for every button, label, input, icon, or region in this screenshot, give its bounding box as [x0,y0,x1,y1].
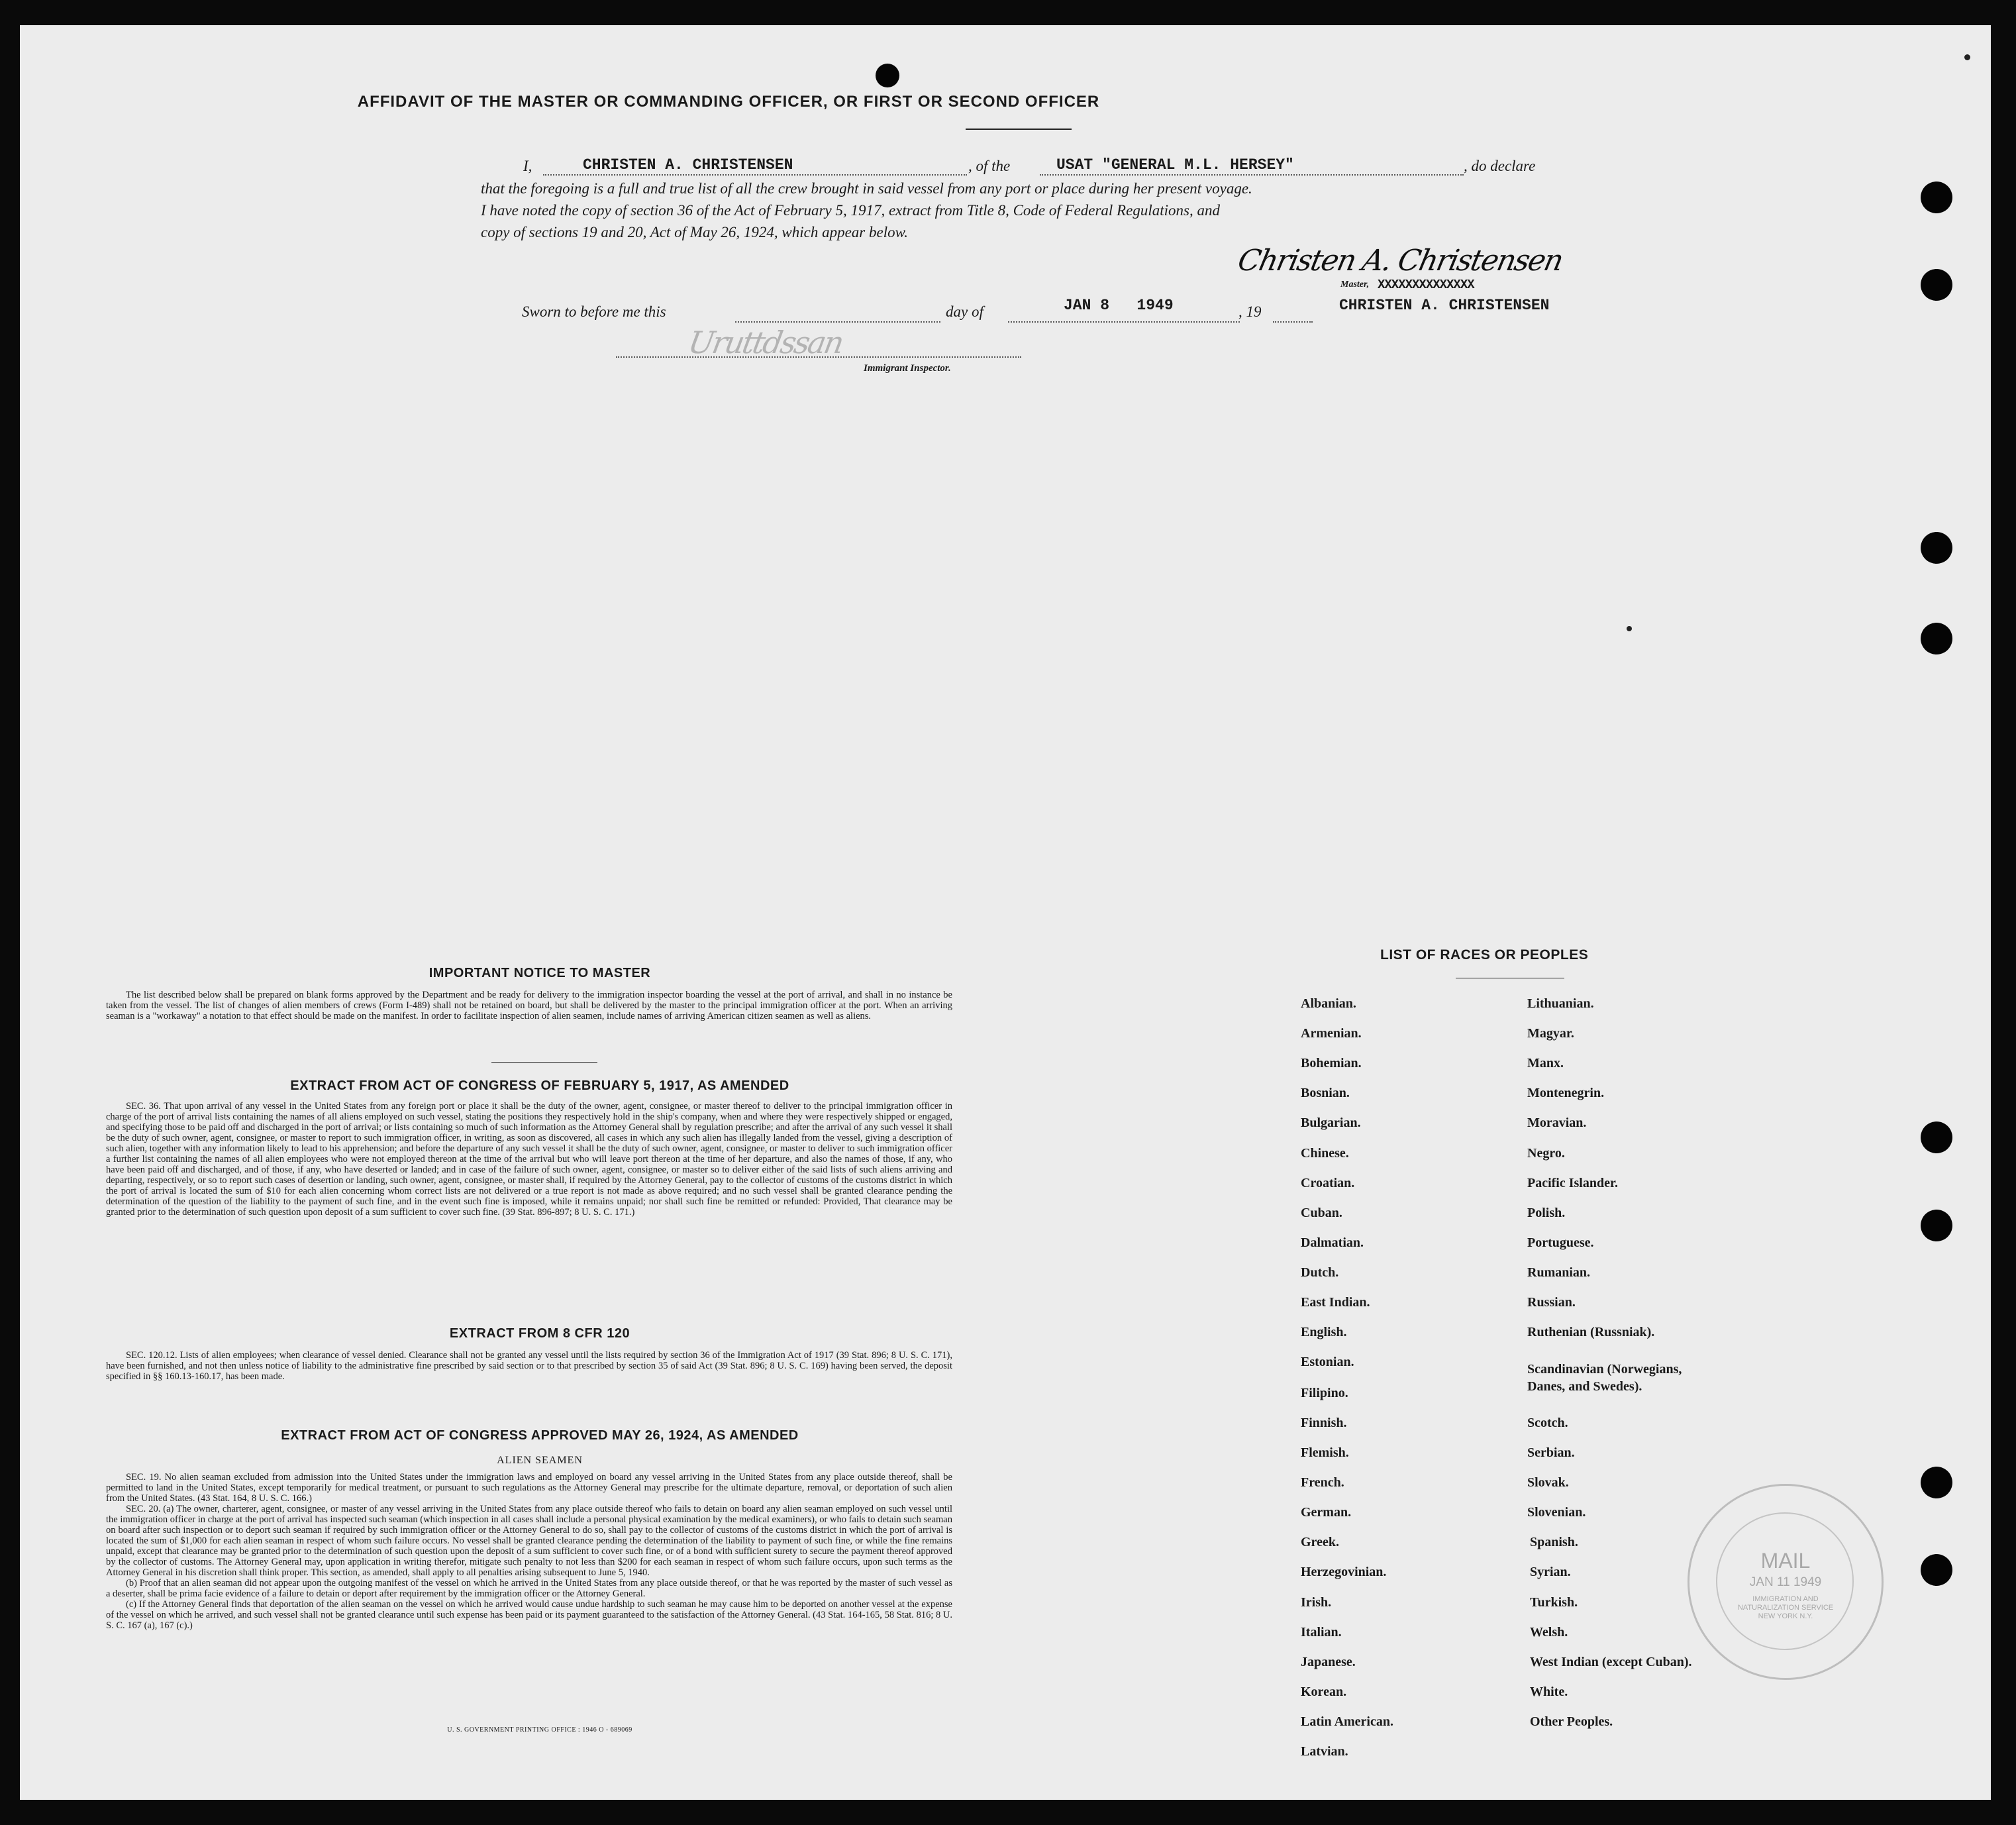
do-declare-label: , do declare [1464,158,1536,174]
sworn-date: JAN 8 1949 [1064,297,1174,314]
master-name: CHRISTEN A. CHRISTENSEN [583,156,793,174]
race-item: Turkish. [1530,1595,1578,1610]
master-signature: Christen A. Christensen [1235,244,1566,278]
punch-hole [876,64,899,87]
race-item: Slovak. [1527,1475,1569,1490]
speck [1627,626,1632,631]
section-20a-paragraph: SEC. 20. (a) The owner, charterer, agent, consignee, or master of any vessel arriving in the United States from any place outside thereof who fails to detain on board any alien seaman employed on such vessel until the immigration officer in charge at the port of arrival has inspected such seaman (which inspection in all cases shall include a personal physical examination by the medical examiners), or who fails to detain such seaman on board after such inspection or to deport such seaman if required by such immigration officer or the Attorney General to do so, shall pay to the collector of customs of the customs district in which the port of arrival is located the sum of $1,000 for each alien seaman in respect of whom such failure occurs. No vessel shall be granted clearance pending the determination of the liability to payment of such fine, or while the fine remains unpaid, except that clearance may be granted prior to the determination of such question upon the deposit of a sum sufficient to cover such fine, or of a bond with sufficient surety to secure the payment thereof approved by the collector of customs. The Attorney General may, upon application in writing therefor, mitigate such penalty to not less than $200 for each seaman in respect of whom such failure occurs, upon such terms as the Attorney General in his discretion shall think proper. This section, as amended, shall apply to all penalties arising subsequent to June 5, 1940. [106,1504,952,1578]
race-item: Serbian. [1527,1445,1575,1460]
race-item: Danes, and Swedes). [1527,1379,1642,1394]
race-item: Manx. [1527,1056,1564,1070]
alien-seamen-subheading: ALIEN SEAMEN [497,1455,583,1466]
race-item: Albanian. [1301,996,1356,1011]
section-120-paragraph: SEC. 120.12. Lists of alien employees; when clearance of vessel denied. Clearance shall not be granted any vessel until the lists required by section 36 of the Immigration Act of 1917 (39 Stat. 896; 8 U. S. C. 171), have been furnished, and not then unless notice of liability to the administrative fine prescribed by said section or to that prescribed by section 35 of said Act (39 Stat. 896; 8 U. S. C. 169) having been served, the deposit specified in §§ 160.13-160.17, has been made. [106,1350,952,1382]
struck-title: XXXXXXXXXXXXXX [1378,278,1474,292]
race-item: Flemish. [1301,1445,1349,1460]
race-item: Estonian. [1301,1355,1354,1369]
title-rule [966,129,1072,130]
race-item: Magyar. [1527,1026,1574,1041]
section-20c-paragraph: (c) If the Attorney General finds that deportation of the alien seaman on the vessel on which he arrived would cause undue hardship to such seaman he may cause him to be deported on another vessel at the expense of the vessel on which he arrived, and such vessel shall not be granted clearance until such expense has been paid or its payment guaranteed to the satisfaction of the Attorney General. (43 Stat. 164-165, 58 Stat. 816; 8 U. S. C. 167 (a), 167 (c).) [106,1599,952,1631]
race-item: Russian. [1527,1295,1576,1310]
inspector-label: Immigrant Inspector. [864,363,951,374]
extract-8cfr-heading: EXTRACT FROM 8 CFR 120 [449,1326,630,1341]
race-item: French. [1301,1475,1344,1490]
race-item: Montenegrin. [1527,1086,1605,1100]
race-item: Croatian. [1301,1176,1355,1190]
race-item: Syrian. [1530,1565,1571,1579]
year-prefix: , 19 [1238,303,1262,320]
punch-hole [1921,1554,1952,1586]
mail-postmark-stamp [1688,1484,1884,1680]
race-item: Spanish. [1530,1535,1578,1549]
punch-hole [1921,1467,1952,1498]
punch-hole [1921,1210,1952,1241]
race-item: Scotch. [1527,1416,1568,1430]
race-item: Moravian. [1527,1116,1587,1130]
notice-rule [491,1062,597,1063]
race-item: Bohemian. [1301,1056,1362,1070]
race-item: West Indian (except Cuban). [1530,1655,1692,1669]
race-item: Polish. [1527,1206,1566,1220]
affidavit-title: AFFIDAVIT OF THE MASTER OR COMMANDING OFFICER, OR FIRST OR SECOND OFFICER [357,93,1100,111]
race-item: Lithuanian. [1527,996,1594,1011]
race-item: Rumanian. [1527,1265,1591,1280]
race-item: Herzegovinian. [1301,1565,1387,1579]
race-item: Slovenian. [1527,1505,1586,1520]
race-item: Negro. [1527,1146,1565,1161]
race-item: Filipino. [1301,1386,1348,1400]
section-36-paragraph: SEC. 36. That upon arrival of any vessel in the United States from any foreign port or place it shall be the duty of the owner, agent, consignee, or master thereof to deliver to the principal immigration officer in charge of the port of arrival lists containing the names of all aliens employed on such vessel, stating the positions they respectively hold in the ship's company, when and where they were respectively shipped or engaged, and specifying those to be paid off and discharged in the port of arrival; or lists containing so much of such information as the Attorney General shall by regulation prescribe; and after the arrival of any such vessel it shall be the duty of such owner, agent, consignee, or master to report to such immigration officer, in writing, as soon as discovered, all cases in which any such alien has illegally landed from the vessel, giving a description of such alien, together with any information likely to lead to his apprehension; and before the departure of any such vessel it shall be the duty of such owner, agent, consignee, or master to deliver to such immigration officer a further list containing the names of all alien employees who were not employed thereon at the time of the arrival but who will leave port thereon at the time of her departure, and also the names of those, if any, who have been paid off and discharged, and of those, if any, who have deserted or landed; and in case of the failure of such owner, agent, consignee, or master so to deliver either of the said lists of such aliens arriving and departing, respectively, or so to report such cases of desertion or landing, such owner, agent, consignee, or master shall, if required by the Attorney General, pay to the collector of customs of the customs district in which the port of arrival is located the sum of $10 for each alien concerning whom correct lists are not delivered or a true report is not made as above required; and no such vessel shall be granted clearance pending the determination of the question of the liability to the payment of such fine, and in the event such fine is imposed, while it remains unpaid; nor shall such fine be remitted or refunded: Provided, That clearance may be granted prior to the determination of such question upon deposit of a sum sufficient to cover such fine. (39 Stat. 896-897; 8 U. S. C. 171.) [106,1101,952,1218]
punch-hole [1921,182,1952,213]
race-item: Pacific Islander. [1527,1176,1619,1190]
of-the-label: , of the [968,158,1011,174]
affidavit-line-2: that the foregoing is a full and true list of all the crew brought in said vessel from any port or place during her present voyage. [481,180,1252,197]
race-item: Dalmatian. [1301,1235,1364,1250]
extract-8cfr-text [106,1350,952,1382]
printer-line: U. S. GOVERNMENT PRINTING OFFICE : 1946 O - 689069 [447,1726,632,1734]
inspector-line [616,339,1021,358]
stamp-date: JAN 11 1949 [1749,1575,1822,1589]
punch-hole [1921,269,1952,301]
race-item: Japanese. [1301,1655,1356,1669]
race-item: Armenian. [1301,1026,1362,1041]
extract-1917-text [106,1101,952,1218]
punch-hole [1921,1121,1952,1153]
race-item: English. [1301,1325,1347,1339]
race-item: Bulgarian. [1301,1116,1361,1130]
year-line [1273,304,1313,323]
race-item: Welsh. [1530,1625,1568,1640]
stamp-agency-text: IMMIGRATION AND NATURALIZATION SERVICE NEW YORK N.Y. [1737,1595,1834,1620]
affidavit-i-label: I, [523,158,532,174]
typed-master-name: CHRISTEN A. CHRISTENSEN [1339,297,1550,314]
race-item: Irish. [1301,1595,1332,1610]
race-item: White. [1530,1685,1568,1699]
punch-hole [1921,623,1952,654]
race-item: Bosnian. [1301,1086,1350,1100]
race-item: Dutch. [1301,1265,1339,1280]
races-heading: LIST OF RACES OR PEOPLES [1380,947,1589,963]
extract-1924-heading: EXTRACT FROM ACT OF CONGRESS APPROVED MAY 26, 1924, AS AMENDED [281,1428,799,1443]
day-of-label: day of [946,303,983,320]
race-item: Ruthenian (Russniak). [1527,1325,1655,1339]
extract-1917-heading: EXTRACT FROM ACT OF CONGRESS OF FEBRUARY 5, 1917, AS AMENDED [290,1078,789,1093]
section-19-paragraph: SEC. 19. No alien seaman excluded from admission into the United States under the immigration laws and employed on board any vessel arriving in the United States from any place outside thereof, shall be permitted to land in the United States, except temporarily for medical treatment, or pursuant to such regulations as the Attorney General may prescribe for the ultimate departure, removal, or deportation of such alien from the United States. (43 Stat. 164, 8 U. S. C. 166.) [106,1472,952,1504]
affidavit-line-3: I have noted the copy of section 36 of the Act of February 5, 1917, extract from Title 8, Code of Federal Regulations, and [481,202,1220,219]
speck [1964,54,1970,60]
inspector-signature: Uruttdssan [685,325,845,360]
race-item: Chinese. [1301,1146,1349,1161]
race-item: German. [1301,1505,1352,1520]
stamp-mail-word: MAIL [1760,1549,1811,1573]
sworn-day-line [735,304,940,323]
sworn-label: Sworn to before me this [522,303,666,320]
race-item: Portuguese. [1527,1235,1594,1250]
notice-heading: IMPORTANT NOTICE TO MASTER [428,966,651,980]
race-item: Finnish. [1301,1416,1347,1430]
race-item: Latin American. [1301,1714,1393,1729]
notice-text [106,990,952,1021]
race-item: Scandinavian (Norwegians, [1527,1362,1682,1377]
section-20b-paragraph: (b) Proof that an alien seaman did not appear upon the outgoing manifest of the vessel on which he arrived in the United States from any place outside thereof, or that he was reported by the master of such vessel as a deserter, shall be prima facie evidence of a failure to detain or deport after requirement by the immigration officer or the Attorney General. [106,1578,952,1599]
punch-hole [1921,532,1952,564]
affidavit-line-4: copy of sections 19 and 20, Act of May 26, 1924, which appear below. [481,224,908,240]
race-item: Other Peoples. [1530,1714,1613,1729]
race-item: Latvian. [1301,1744,1348,1759]
race-item: Korean. [1301,1685,1347,1699]
race-item: Cuban. [1301,1206,1342,1220]
vessel-name: USAT "GENERAL M.L. HERSEY" [1056,156,1294,174]
race-item: East Indian. [1301,1295,1370,1310]
race-item: Greek. [1301,1535,1339,1549]
master-label: Master, [1340,280,1370,289]
race-item: Italian. [1301,1625,1342,1640]
extract-1924-text [106,1472,952,1631]
notice-paragraph: The list described below shall be prepared on blank forms approved by the Department and be ready for delivery to the immigration inspector boarding the vessel at the port of arrival, and shall in no instance be taken from the vessel. The list of changes of alien members of crews (Form I-489) shall not be retained on board, but shall be delivered by the master to the principal immigration officer at the port. When an arriving seaman is a "workaway" a notation to that effect should be made on the manifest. In order to facilitate inspection of alien seamen, include names of arriving American citizen seamen as well as aliens. [106,990,952,1021]
